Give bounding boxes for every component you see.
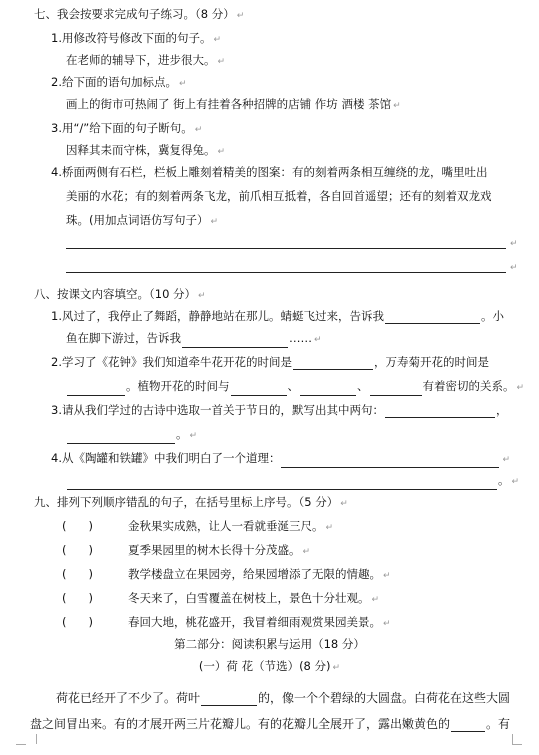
paragraph-mark-icon: ↵ [502,455,511,465]
reading-passage-title: (一）荷 花（节选）(8 分) ↵ [198,659,341,673]
s7-q1-sentence: 在老师的辅导下，进步很大。 ↵ [66,53,226,67]
s8-q2-blank-4[interactable] [300,383,356,396]
paragraph-mark-icon: ↵ [189,431,198,441]
s7-q1-prompt: 1.用修改符号修改下面的句子。 ↵ [51,31,222,45]
paragraph-mark-icon: ↵ [510,239,518,249]
s7-q4-line-2: 美丽的水花；有的刻着两条飞龙，前爪相互抵着，各自回首遥望；还有的刻着双龙戏 [66,189,492,203]
paragraph-mark-icon: ↵ [371,595,380,605]
s8-q1-blank-1[interactable] [385,311,480,324]
order-bracket[interactable]: ( ) [62,615,93,629]
s8-q4-blank-2[interactable] [67,477,497,490]
s8-q3-line-1: 3.请从我们学过的古诗中选取一首关于节日的，默写出其中两句： ， [51,403,508,417]
s8-q1-line-2: 鱼在脚下游过，告诉我 …… ↵ [66,330,322,348]
s8-q2-blank-5[interactable] [370,383,422,396]
s8-q4-blank-1[interactable] [281,455,499,468]
paragraph-mark-icon: ↵ [213,35,222,45]
crop-mark [512,734,523,744]
s7-q3-prompt: 3.用“/”给下面的句子断句。 ↵ [51,121,203,135]
s9-item: ( ) 春回大地，桃花盛开，我冒着细雨观赏果园美景。 ↵ [62,615,391,629]
s8-q4-line-1: 4.从《陶罐和铁罐》中我们明白了一个道理： ↵ [51,450,510,468]
section-7-heading: 七、我会按要求完成句子练习。（8 分） ↵ [34,7,245,21]
s7-q3-sentence: 因释其耒而守株，冀复得兔。 ↵ [66,143,226,157]
order-bracket[interactable]: ( ) [62,567,93,581]
s9-item: ( ) 教学楼盘立在果园旁，给果园增添了无限的情趣。 ↵ [62,567,391,581]
paragraph-mark-icon: ↵ [510,263,518,273]
s8-q2-blank-1[interactable] [293,357,373,370]
paragraph-mark-icon: ↵ [383,571,391,581]
s8-q2-line-1: 2.学习了《花钟》我们知道牵牛花开花的时间是 ，万寿菊开花的时间是 [51,355,489,369]
s8-q3-line-2: 。 ↵ [66,426,197,444]
s8-q1-line-1: 1.风过了，我停止了舞蹈，静静地站在那儿。蜻蜓飞过来，告诉我 。小 [51,309,504,323]
paragraph-mark-icon: ↵ [314,335,322,345]
s7-q4-line-1: 4.桥面两侧有石栏，栏板上雕刻着精美的图案：有的刻着两条相互缠绕的龙，嘴里吐出 [51,165,488,179]
s8-q3-blank-1[interactable] [385,405,495,418]
section-8-heading: 八、按课文内容填空。（10 分） ↵ [34,287,206,301]
paragraph-mark-icon: ↵ [325,523,334,533]
paragraph-mark-icon: ↵ [178,79,187,89]
s9-item: ( ) 冬天来了，白雪覆盖在树枝上，景色十分壮观。 ↵ [62,591,380,605]
paragraph-mark-icon: ↵ [236,11,245,21]
paragraph-mark-icon: ↵ [194,125,203,135]
s7-q2-prompt: 2.给下面的语句加标点。 ↵ [51,75,187,89]
s8-q2-blank-3[interactable] [231,383,287,396]
s8-q2-line-2: 。植物开花的时间与 、 、 有着密切的关系。 ↵ [66,378,524,396]
part-2-heading: 第二部分：阅读积累与运用（18 分） [174,637,365,651]
order-bracket[interactable]: ( ) [62,519,93,533]
paragraph-mark-icon: ↵ [511,477,520,487]
paragraph-mark-icon: ↵ [217,147,226,157]
paragraph-mark-icon: ↵ [198,291,206,301]
crop-mark [26,734,37,744]
s8-q4-line-2: 。 ↵ [66,472,519,490]
paragraph-mark-icon: ↵ [302,547,311,557]
paragraph-mark-icon: ↵ [332,663,341,673]
paragraph-mark-icon: ↵ [340,499,348,509]
order-bracket[interactable]: ( ) [62,543,93,557]
s8-q3-blank-2[interactable] [67,431,175,444]
paragraph-mark-icon: ↵ [516,383,525,393]
paragraph-mark-icon: ↵ [393,101,401,111]
paragraph-mark-icon: ↵ [210,217,219,227]
passage-line-2: 盘之间冒出来。有的才展开两三片花瓣儿。有的花瓣儿全展开了，露出嫩黄色的 。有 [30,717,511,731]
s9-item: ( ) 金秋果实成熟，让人一看就垂涎三尺。 ↵ [62,519,334,533]
s8-q1-blank-2[interactable] [182,335,288,348]
passage-blank-1[interactable] [201,693,257,706]
s8-q2-blank-2[interactable] [67,383,125,396]
order-bracket[interactable]: ( ) [62,591,93,605]
passage-blank-2[interactable] [451,719,485,732]
s7-q4-answer-line-1[interactable] [66,248,506,249]
paragraph-mark-icon: ↵ [383,619,391,629]
paragraph-mark-icon: ↵ [217,57,226,67]
s9-item: ( ) 夏季果园里的树木长得十分茂盛。 ↵ [62,543,311,557]
s7-q4-answer-line-2[interactable] [66,272,506,273]
s7-q4-line-3: 珠。(用加点词语仿写句子） ↵ [66,213,219,227]
section-9-heading: 九、排列下列顺序错乱的句子，在括号里标上序号。（5 分） ↵ [34,495,348,509]
s7-q2-sentence: 画上的街市可热闹了 街上有挂着各种招牌的店铺 作坊 酒楼 茶馆 ↵ [66,97,401,111]
passage-line-1: 荷花已经开了不少了。荷叶 的，像一个个碧绿的大圆盘。白荷花在这些大圆 [56,691,511,705]
